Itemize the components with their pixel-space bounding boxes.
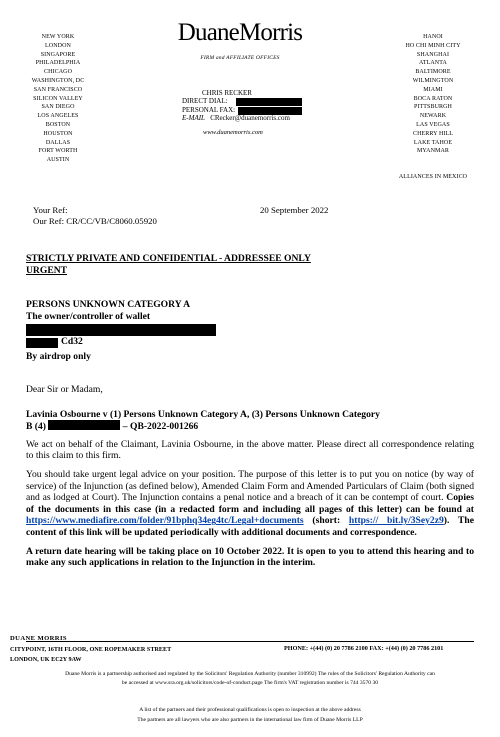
personal-fax-label: PERSONAL FAX:	[182, 105, 236, 114]
left-office-12: DALLAS	[45, 139, 71, 146]
right-office-3: ATLANTA	[419, 60, 447, 67]
right-office-7: BOCA RATON	[413, 95, 453, 102]
right-office-8: PITTSBURGH	[413, 104, 452, 111]
confidential-line: STRICTLY PRIVATE AND CONFIDENTIAL - ADDRESSEE ONLY	[26, 253, 311, 264]
persons-unknown-heading: PERSONS UNKNOWN CATEGORY A	[26, 299, 191, 311]
redaction-block	[26, 338, 58, 348]
right-office-4: BALTIMORE	[415, 69, 451, 76]
left-office-6: SAN FRANCISCO	[33, 86, 83, 93]
firm-subheading: FIRM and AFFILIATE OFFICES	[200, 55, 280, 61]
left-office-9: LOS ANGELES	[37, 113, 79, 120]
alliance-note: ALLIANCES IN MEXICO	[398, 174, 468, 181]
right-office-13: MYANMAR	[416, 148, 450, 155]
left-office-3: PHILADELPHIA	[35, 60, 81, 67]
case-title-b: B (4)	[26, 421, 46, 433]
short-link-open: (short:	[303, 515, 349, 527]
left-office-1: LONDON	[45, 42, 71, 49]
footer-phone-fax: PHONE: +(44) (0) 20 7786 2100 FAX: +(44) (0) 20 7786 2101	[284, 645, 444, 652]
direct-dial-row	[182, 97, 290, 105]
right-office-0: HANOI	[423, 34, 443, 40]
case-number: – QB-2022-001266	[122, 421, 199, 433]
notice-text: You should take urgent legal advice on your position. The purpose of this letter is to put you on notice (by way of service) of the Injunction (as defined below), Amended Claim Form and Amended Particulars of Claim (both signed and as lodged at Court). The Injunction contains a penal notice and a breach of it can be contempt of court.	[26, 468, 474, 504]
footer-divider	[26, 641, 474, 642]
footer-legal-line: Duane Morris is a partnership authorised and regulated by the Solicitors' Regulation Authority (number 310992) The rules of the Solicitors' Regulation Authority can	[65, 671, 435, 677]
addressee-heading	[26, 299, 474, 322]
paragraph-notice	[26, 469, 474, 539]
your-ref: Your Ref:	[33, 205, 68, 215]
footer-address-line: CITYPOINT, 16TH FLOOR, ONE ROPEMAKER STREET	[10, 646, 172, 653]
website-link[interactable]: www.duanemorris.com	[203, 129, 263, 136]
contact-name: CHRIS RECKER	[202, 89, 252, 97]
wallet-owner-line: The owner/controller of wallet	[26, 310, 151, 322]
footer-partners-line: The partners are all lawyers who are also partners in the international law firm of Duane Morris LLP	[137, 716, 363, 723]
left-office-5: WASHINGTON, DC	[31, 77, 85, 84]
documents-short-link[interactable]: https:// bit.ly/3Sey2z9	[348, 515, 444, 527]
left-office-8: SAN DIEGO	[41, 104, 75, 111]
confidential-heading	[26, 253, 474, 276]
footer-firm-name: DUANE MORRIS	[10, 635, 68, 642]
firm-logo: DuaneMorris	[177, 19, 303, 46]
left-office-13: FORT WORTH	[38, 148, 78, 155]
email-label: E-MAIL	[182, 114, 205, 123]
documents-text: Copies of the documents in this case (in a redacted form and including all pages of this letter) can be found at	[26, 492, 474, 515]
footer-legal-line: be accessed at www.sra.org.uk/solicitors/code-of-conduct.page The firm's VAT registration number is 744 3570 30	[121, 680, 379, 686]
paragraph-representation: We act on behalf of the Claimant, Lavinia Osbourne, in the above matter. Please direct all correspondence relating to this claim to this firm.	[26, 438, 474, 462]
right-office-10: LAS VEGAS	[416, 121, 450, 128]
our-ref: Our Ref: CR/CC/VB/C8060.05920	[33, 215, 157, 226]
left-office-11: HOUSTON	[43, 130, 73, 137]
left-office-7: SILICON VALLEY	[33, 95, 83, 102]
right-office-5: WILMINGTON	[412, 77, 454, 84]
redaction-block	[48, 420, 120, 430]
right-office-12: LAKE TAHOE	[413, 139, 453, 146]
left-office-0: NEW YORK	[41, 34, 75, 40]
redaction-block	[26, 324, 216, 336]
personal-fax-row	[182, 106, 290, 114]
email-row	[182, 114, 290, 122]
references	[33, 205, 157, 226]
left-office-4: CHICAGO	[43, 69, 73, 76]
wallet-address	[26, 322, 474, 346]
paragraph-hearing: A return date hearing will be taking place on 10 October 2022. It is open to you to attend this hearing and to make any such applications in relation to the Injunction in the interim.	[26, 545, 474, 569]
offices-right-list	[392, 33, 474, 182]
email-address[interactable]: CRecker@duanemorris.com	[210, 114, 290, 123]
right-office-1: HO CHI MINH CITY	[405, 42, 461, 49]
footer-partners-line: A list of the partners and their professional qualifications is open to inspection at the above address	[139, 707, 361, 713]
wallet-suffix: Cd32	[61, 336, 83, 348]
right-office-2: SHANGHAI	[416, 51, 450, 58]
contact-block	[182, 89, 290, 123]
urgent-line: URGENT	[26, 264, 68, 276]
case-title	[26, 409, 474, 433]
documents-tail: ). The content of this link will be updated periodically with additional documents and correspondence.	[26, 515, 474, 538]
direct-dial-label: DIRECT DIAL:	[182, 97, 228, 106]
left-office-10: BOSTON	[45, 121, 71, 128]
documents-link[interactable]: https://www.mediafire.com/folder/91bphq34eg4tc/Legal+documents	[26, 515, 304, 527]
left-office-14: AUSTIN	[46, 157, 70, 164]
offices-left-list	[26, 33, 90, 165]
salutation: Dear Sir or Madam,	[26, 383, 103, 395]
right-office-9: NEWARK	[419, 113, 447, 120]
footer-regulatory	[20, 670, 480, 688]
left-office-2: SINGAPORE	[40, 51, 76, 58]
right-office-11: CHERRY HILL	[412, 130, 454, 137]
footer-address-line: LONDON, UK EC2Y 9AW	[10, 656, 82, 663]
letter-date: 20 September 2022	[260, 205, 329, 215]
footer-partners	[40, 706, 460, 725]
right-office-6: MIAMI	[423, 86, 443, 93]
footer-address	[10, 645, 171, 665]
delivery-method: By airdrop only	[26, 351, 91, 363]
case-title-line: Lavinia Osbourne v (1) Persons Unknown Category A, (3) Persons Unknown Category	[26, 408, 380, 420]
letter-body	[26, 253, 474, 576]
